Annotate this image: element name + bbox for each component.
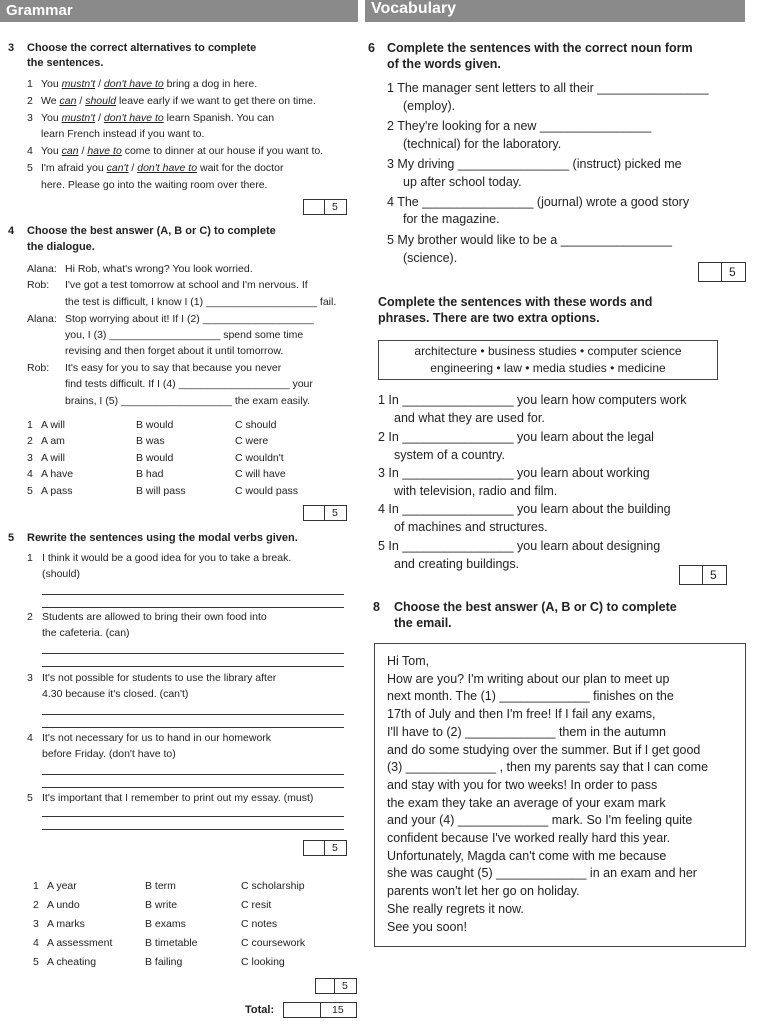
q3-alternative-b[interactable]: don't have to bbox=[103, 78, 164, 90]
q4-dialogue-line: Hi Rob, what's wrong? You look worried. bbox=[65, 263, 253, 275]
q7-sentence-line: with television, radio and film. bbox=[394, 484, 558, 498]
q5-score: 5 bbox=[332, 842, 338, 854]
grammar-header bbox=[0, 0, 358, 22]
email-box bbox=[374, 643, 746, 947]
total-label: Total: bbox=[245, 1004, 275, 1016]
answer-option[interactable]: A pass bbox=[41, 484, 73, 497]
total-score: 15 bbox=[332, 1004, 344, 1016]
answer-option[interactable]: A marks bbox=[47, 918, 85, 930]
q4-dialogue-line: the test is difficult, I know I (1) ___________________ fail. bbox=[65, 296, 337, 308]
email-score: 5 bbox=[342, 980, 348, 992]
q3-alternative-b[interactable]: don't have to bbox=[103, 112, 164, 124]
q7-sentence-line: 2 In ________________ you learn about the legal bbox=[378, 430, 654, 444]
answer-option[interactable]: C resit bbox=[241, 899, 272, 911]
email-line: and your (4) _____________ mark. So I'm feeling quite bbox=[387, 813, 693, 828]
q3-item-post: leave early if we want to get there on time. bbox=[116, 95, 316, 107]
q7-title bbox=[378, 294, 748, 328]
email-score-box bbox=[315, 978, 357, 994]
option-number: 4 bbox=[27, 468, 33, 481]
vocabulary-header-text: Vocabulary bbox=[371, 0, 457, 17]
q3-item-post: bring a dog in here. bbox=[163, 78, 258, 90]
total-score-box bbox=[283, 1002, 357, 1018]
q3-item-pre: learn French instead if you want to. bbox=[41, 128, 205, 140]
option-number: 2 bbox=[27, 435, 33, 448]
q5-item-number: 2 bbox=[27, 611, 33, 623]
email-line: I'll have to (2) _____________ them in the autumn bbox=[387, 724, 666, 739]
q4-dialogue-line: brains, I (5) ___________________ the exam easily. bbox=[65, 395, 310, 407]
answer-line[interactable] bbox=[42, 727, 344, 728]
option-number: 5 bbox=[27, 484, 33, 497]
q7-word-box bbox=[378, 340, 718, 380]
option-number: 3 bbox=[33, 918, 39, 930]
q4-score-box bbox=[303, 505, 347, 521]
answer-line[interactable] bbox=[42, 787, 344, 788]
q3-title-line1: Choose the correct alternatives to complete bbox=[27, 42, 257, 54]
q3-item-pre: You bbox=[41, 112, 62, 124]
email-line: See you soon! bbox=[387, 919, 467, 934]
answer-option[interactable]: B was bbox=[136, 435, 165, 448]
answer-option[interactable]: A will bbox=[41, 419, 65, 431]
q6-number: 6 bbox=[368, 41, 375, 55]
q3-item-pre: I'm afraid you bbox=[41, 162, 107, 174]
option-number: 5 bbox=[33, 956, 39, 968]
q4-speaker: Alana: bbox=[27, 263, 57, 275]
q6-sentence-line: 2 They're looking for a new ________________ bbox=[387, 119, 652, 133]
answer-option[interactable]: B had bbox=[136, 468, 164, 481]
q3-item-post: learn Spanish. You can bbox=[163, 112, 275, 124]
q3-item-number: 4 bbox=[27, 145, 33, 157]
q8-title-line1: Choose the best answer (A, B or C) to complete bbox=[394, 600, 677, 614]
q4-score: 5 bbox=[332, 507, 338, 519]
q7-sentence-line: and creating buildings. bbox=[394, 557, 520, 571]
q4-title-line2: the dialogue. bbox=[27, 241, 95, 253]
q6-sentence-line: (technical) for the laboratory. bbox=[403, 137, 562, 151]
q3-score: 5 bbox=[332, 201, 338, 213]
answer-line[interactable] bbox=[42, 607, 344, 608]
q3-alternative-b[interactable]: should bbox=[85, 95, 117, 107]
q3-alternative-b[interactable]: don't have to bbox=[137, 162, 198, 174]
q3-alternative-a[interactable]: mustn't bbox=[61, 78, 96, 90]
q3-title bbox=[8, 41, 348, 71]
email-line: and do some studying over the summer. But if I get good bbox=[387, 742, 701, 757]
q3-alternative-a[interactable]: can bbox=[59, 95, 77, 107]
q7-word-box-line1: architecture • business studies • computer science bbox=[414, 344, 682, 358]
q4-dialogue-line: you, I (3) ___________________ spend some time bbox=[65, 329, 304, 341]
q3-item-post: wait for the doctor bbox=[197, 162, 284, 174]
q6-sentence-line: 5 My brother would like to be a ________________ bbox=[387, 233, 672, 247]
q5-item-line1: It's not necessary for us to hand in our homework bbox=[42, 732, 272, 744]
answer-option[interactable]: C scholarship bbox=[241, 880, 305, 892]
q3-separator: / bbox=[76, 95, 86, 107]
q4-speaker: Alana: bbox=[27, 313, 57, 325]
q5-title-text: Rewrite the sentences using the modal verbs given. bbox=[27, 532, 298, 544]
answer-line[interactable] bbox=[42, 594, 344, 595]
q5-score-box bbox=[303, 840, 347, 856]
q6-sentence-line: (employ). bbox=[403, 99, 456, 113]
option-number: 2 bbox=[33, 899, 39, 911]
q7-score-box bbox=[679, 565, 727, 585]
q3-item-pre: You bbox=[41, 145, 62, 157]
q6-title bbox=[368, 40, 748, 74]
answer-option[interactable]: C were bbox=[235, 435, 269, 448]
q6-sentence-line: for the magazine. bbox=[403, 212, 500, 226]
q5-item-number: 1 bbox=[27, 552, 33, 564]
answer-option[interactable]: A cheating bbox=[47, 956, 97, 968]
q8-title-line2: the email. bbox=[394, 616, 452, 630]
q7-sentence-line: 5 In ________________ you learn about designing bbox=[378, 539, 661, 553]
q3-alternative-a[interactable]: can't bbox=[106, 162, 129, 174]
q3-item-number: 2 bbox=[27, 95, 33, 107]
email-line: the exam they take an average of your exam mark bbox=[387, 795, 666, 810]
answer-option[interactable]: B timetable bbox=[145, 937, 198, 949]
q7-sentence-line: 3 In ________________ you learn about working bbox=[378, 466, 650, 480]
q5-number: 5 bbox=[8, 532, 15, 544]
q3-number: 3 bbox=[8, 42, 15, 54]
q6-sentence-line: 1 The manager sent letters to all their ________________ bbox=[387, 81, 709, 95]
q3-alternative-a[interactable]: can bbox=[61, 145, 79, 157]
answer-option[interactable]: C coursework bbox=[241, 937, 306, 949]
q5-item-number: 5 bbox=[27, 792, 33, 804]
answer-option[interactable]: B failing bbox=[145, 956, 183, 968]
answer-option[interactable]: C notes bbox=[241, 918, 278, 930]
q4-number: 4 bbox=[8, 225, 15, 237]
email-line: 17th of July and then I'm free! If I fail any exams, bbox=[387, 707, 656, 722]
q3-score-box bbox=[303, 199, 347, 215]
q5-item-line1: It's not possible for students to use the library after bbox=[42, 672, 277, 684]
q7-sentence-line: of machines and structures. bbox=[394, 520, 548, 534]
q3-title-line2: the sentences. bbox=[27, 57, 104, 69]
q5-item-number: 3 bbox=[27, 672, 33, 684]
q7-sentence-line: 4 In ________________ you learn about the building bbox=[378, 502, 671, 516]
q4-dialogue-line: find tests difficult. If I (4) ___________________ your bbox=[65, 378, 313, 390]
q5-item-line2: before Friday. (don't have to) bbox=[42, 748, 176, 760]
q5-title bbox=[8, 531, 353, 547]
q7-sentence-line: and what they are used for. bbox=[394, 411, 545, 425]
q3-separator: / bbox=[95, 78, 104, 90]
q4-speaker: Rob: bbox=[27, 279, 50, 291]
option-number: 3 bbox=[27, 451, 33, 464]
q3-item-pre: We bbox=[41, 95, 60, 107]
q7-sentence-line: 1 In ________________ you learn how computers work bbox=[378, 393, 687, 407]
q6-sentence-line: (science). bbox=[403, 251, 458, 265]
answer-option[interactable]: B would bbox=[136, 419, 174, 431]
answer-line[interactable] bbox=[42, 666, 344, 667]
option-number: 4 bbox=[33, 937, 39, 949]
option-number: 1 bbox=[27, 419, 33, 431]
q8-title bbox=[373, 599, 748, 633]
answer-line[interactable] bbox=[42, 829, 344, 830]
answer-option[interactable]: B write bbox=[145, 899, 178, 911]
email-line: How are you? I'm writing about our plan to meet up bbox=[387, 671, 670, 686]
q3-item-text bbox=[41, 76, 257, 92]
q3-item-pre: You bbox=[41, 78, 62, 90]
answer-option[interactable]: C would pass bbox=[235, 484, 299, 497]
answer-option[interactable]: A assessment bbox=[47, 937, 113, 949]
q6-sentence-line: 4 The ________________ (journal) wrote a good story bbox=[387, 195, 690, 209]
answer-line[interactable] bbox=[42, 653, 344, 654]
q3-item-text bbox=[41, 143, 323, 159]
q6-sentence-line: 3 My driving ________________ (instruct) picked me bbox=[387, 157, 682, 171]
q3-separator: / bbox=[128, 162, 138, 174]
email-line: Unfortunately, Magda can't come with me because bbox=[387, 848, 667, 863]
q7-sentence-line: system of a country. bbox=[394, 448, 505, 462]
q4-speaker: Rob: bbox=[27, 362, 50, 374]
q3-separator: / bbox=[95, 112, 104, 124]
q5-item-line2: (should) bbox=[42, 568, 80, 580]
q3-item-post: come to dinner at our house if you want to. bbox=[121, 145, 324, 157]
answer-option[interactable]: A am bbox=[41, 435, 65, 448]
q3-item-text bbox=[41, 110, 274, 126]
q5-item-line2: the cafeteria. (can) bbox=[42, 627, 130, 639]
answer-option[interactable]: C will have bbox=[235, 468, 286, 481]
answer-option[interactable]: A undo bbox=[47, 899, 80, 911]
q4-title bbox=[8, 224, 348, 254]
email-line: next month. The (1) _____________ finishes on the bbox=[387, 689, 674, 704]
q4-title-line1: Choose the best answer (A, B or C) to complete bbox=[27, 225, 276, 237]
answer-option[interactable]: A will bbox=[41, 451, 65, 464]
q6-title-line2: of the words given. bbox=[387, 57, 501, 71]
answer-option[interactable]: C wouldn't bbox=[235, 451, 284, 464]
answer-option[interactable]: B term bbox=[145, 880, 176, 892]
q5-item-line1: I think it would be a good idea for you to take a break. bbox=[42, 552, 292, 564]
q5-item-line1: It's important that I remember to print out my essay. (must) bbox=[42, 792, 314, 804]
grammar-header-text: Grammar bbox=[6, 2, 73, 19]
answer-option[interactable]: B exams bbox=[145, 918, 186, 930]
q6-score-box bbox=[698, 262, 746, 282]
email-line: She really regrets it now. bbox=[387, 901, 524, 916]
q5-item-line1: Students are allowed to bring their own food into bbox=[42, 611, 267, 623]
answer-option[interactable]: B would bbox=[136, 451, 174, 464]
vocabulary-header bbox=[365, 0, 745, 22]
q4-dialogue-line: revising and then forget about it until tomorrow. bbox=[65, 345, 284, 357]
answer-option[interactable]: A have bbox=[41, 468, 74, 481]
q5-item-line2: 4.30 because it's closed. (can't) bbox=[42, 688, 189, 700]
answer-option[interactable]: A year bbox=[47, 880, 77, 892]
answer-line[interactable] bbox=[42, 774, 344, 775]
q3-alternative-b[interactable]: have to bbox=[87, 145, 122, 157]
q6-title-line1: Complete the sentences with the correct noun form bbox=[387, 41, 693, 55]
q3-item-number: 3 bbox=[27, 112, 33, 124]
email-line: she was caught (5) _____________ in an exam and her bbox=[387, 866, 697, 881]
email-line: confident because I've worked really hard this year. bbox=[387, 831, 671, 845]
email-line: (3) _____________ , then my parents say that I can come bbox=[387, 760, 709, 775]
answer-line[interactable] bbox=[42, 714, 344, 715]
q3-item-number: 1 bbox=[27, 78, 33, 90]
q7-title-line2: phrases. There are two extra options. bbox=[378, 311, 600, 325]
q4-dialogue-line: I've got a test tomorrow at school and I'm nervous. If bbox=[65, 279, 308, 291]
q4-dialogue-line: It's easy for you to say that because you never bbox=[65, 362, 282, 374]
answer-option[interactable]: C should bbox=[235, 419, 277, 431]
q4-dialogue-line: Stop worrying about it! If I (2) ___________________ bbox=[65, 313, 314, 325]
email-line: Hi Tom, bbox=[387, 654, 430, 668]
q7-score: 5 bbox=[710, 568, 717, 582]
answer-option[interactable]: B will pass bbox=[136, 484, 186, 497]
q3-item-text bbox=[41, 160, 283, 176]
q3-separator: / bbox=[78, 145, 88, 157]
q7-title-line1: Complete the sentences with these words and bbox=[378, 295, 653, 309]
answer-line[interactable] bbox=[42, 816, 344, 817]
q3-alternative-a[interactable]: mustn't bbox=[61, 112, 96, 124]
q3-item-text bbox=[41, 126, 204, 142]
q8-number: 8 bbox=[373, 600, 380, 614]
q7-word-box-line2: engineering • law • media studies • medicine bbox=[430, 361, 666, 375]
q3-item-pre: here. Please go into the waiting room over there. bbox=[41, 179, 268, 191]
q6-score: 5 bbox=[729, 265, 736, 279]
q5-item-number: 4 bbox=[27, 732, 33, 744]
q3-item-text bbox=[41, 93, 316, 109]
option-number: 1 bbox=[33, 880, 39, 892]
email-line: parents won't let her go on holiday. bbox=[387, 884, 580, 899]
q6-sentence-line: up after school today. bbox=[403, 175, 522, 189]
email-line: and stay with you for two weeks! In order to pass bbox=[387, 777, 658, 792]
q3-item-number: 5 bbox=[27, 162, 33, 174]
answer-option[interactable]: C looking bbox=[241, 956, 285, 968]
q3-item-text bbox=[41, 177, 267, 193]
